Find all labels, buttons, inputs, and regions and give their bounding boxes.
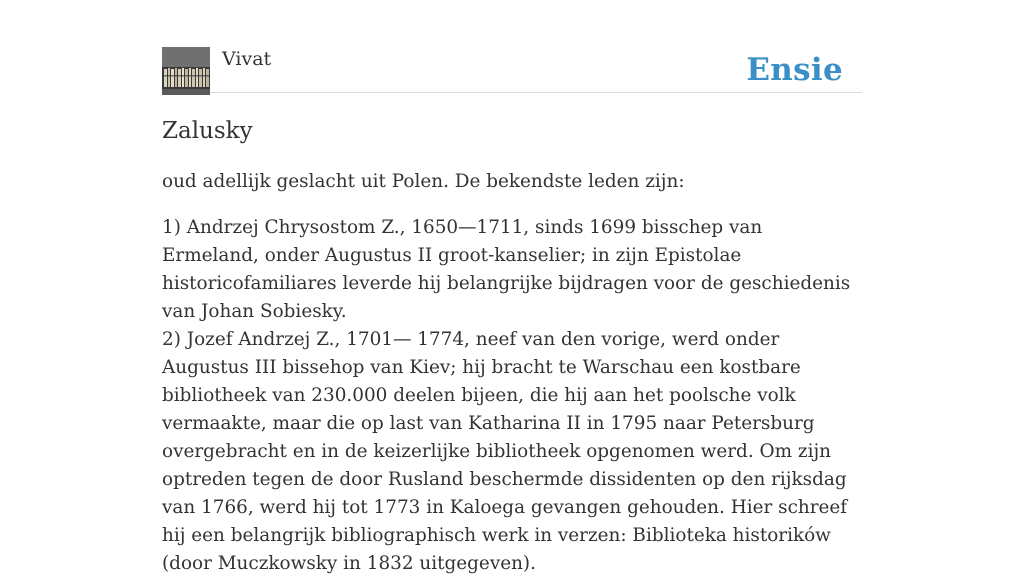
header <box>162 46 862 93</box>
author-name[interactable]: Vivat <box>222 48 272 70</box>
bookshelf-avatar-icon[interactable] <box>162 47 210 95</box>
page <box>162 0 862 574</box>
entry-paragraph: 1) Andrzej Chrysostom Z., 1650—1711, sinds 1699 bisschep van Ermeland, onder Augustus II groot-kanselier; in zijn Epistolae historicofamiliares leverde hij belangrijke bijdragen voor de geschiedenis van Johan Sobiesky. <box>162 217 851 322</box>
intro-paragraph: oud adellijk geslacht uit Polen. De bekendste leden zijn: <box>162 171 685 192</box>
page-title: Zalusky <box>162 118 253 144</box>
bookshelf-image <box>162 47 210 95</box>
ensie-logo[interactable]: Ensie <box>746 52 843 88</box>
article-body <box>162 168 862 578</box>
entry-paragraph: 2) Jozef Andrzej Z., 1701— 1774, neef van den vorige, werd onder Augustus III bissehop van Kiev; hij bracht te Warschau een kostbare bibliotheek van 230.000 deelen bijeen, die hij aan het poolsche volk vermaakte, maar die op last van Katharina II in 1795 naar Petersburg overgebracht en in de keizerlijke bibliotheek opgenomen werd. Om zijn optreden tegen de door Rusland beschermde dissidenten op den rijksdag van 1766, werd hij tot 1773 in Kaloega gevangen gehouden. Hier schreef hij een belangrijk bibliographisch werk in verzen: Biblioteka historików (door Muczkowsky in 1832 uitgegeven). <box>162 329 848 574</box>
